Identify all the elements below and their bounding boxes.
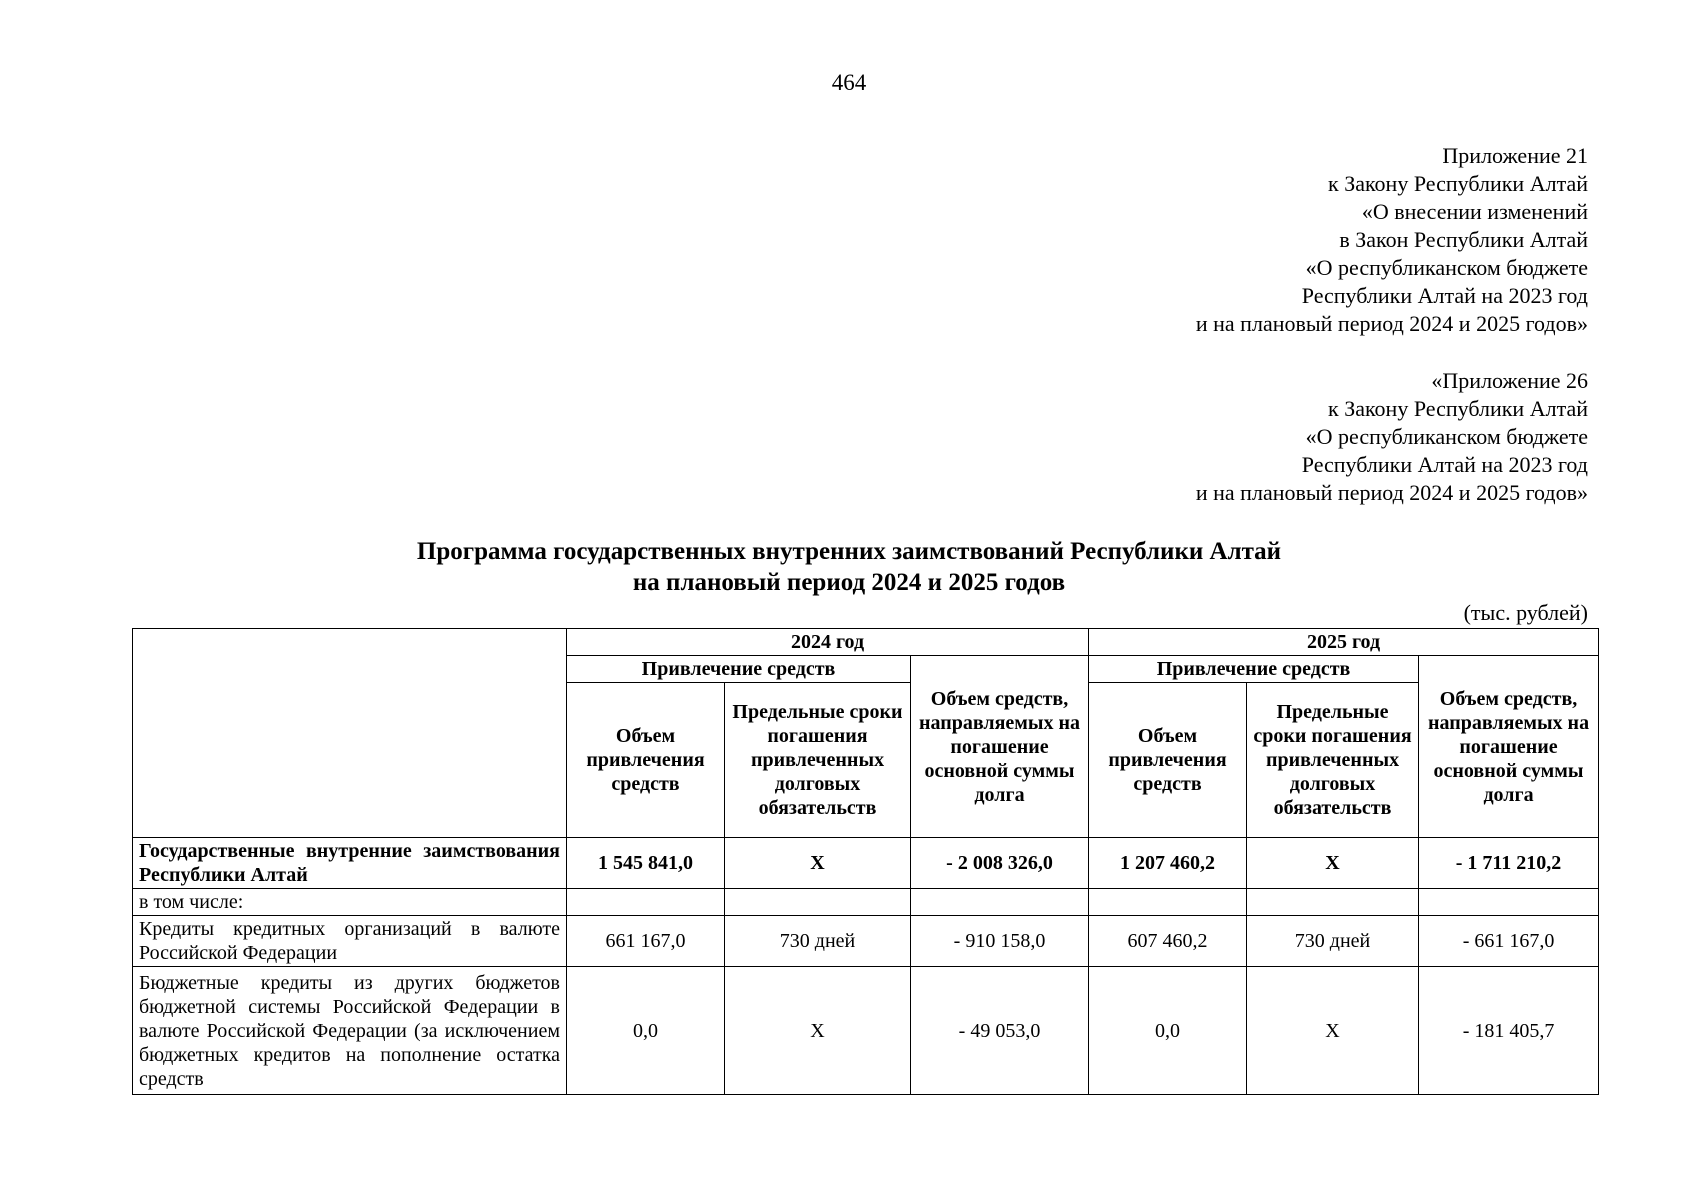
- cell-value: 0,0: [567, 967, 725, 1095]
- annex-line: Республики Алтай на 2023 год: [1301, 452, 1588, 477]
- header-attraction-2024: Привлечение средств: [567, 656, 911, 683]
- units-label: (тыс. рублей): [1463, 600, 1588, 625]
- annex-header-original: [1196, 367, 1588, 507]
- cell-value: 607 460,2: [1089, 916, 1247, 967]
- annex-header-current: [1196, 142, 1588, 338]
- annex-line: Республики Алтай на 2023 год: [1301, 283, 1588, 308]
- header-row-years: [133, 629, 1599, 656]
- cell-value: - 2 008 326,0: [911, 838, 1089, 889]
- table-row: [133, 838, 1599, 889]
- cell-value: - 1 711 210,2: [1419, 838, 1599, 889]
- cell-value: 1 545 841,0: [567, 838, 725, 889]
- cell-value: - 910 158,0: [911, 916, 1089, 967]
- header-attraction-2025: Привлечение средств: [1089, 656, 1419, 683]
- cell-value: X: [1247, 967, 1419, 1095]
- cell-value: [911, 889, 1089, 916]
- cell-value: [1419, 889, 1599, 916]
- header-year-2024: 2024 год: [567, 629, 1089, 656]
- header-repayment-2025: Объем средств, направляемых на погашение основной суммы долга: [1419, 656, 1599, 838]
- annex-line: и на плановый период 2024 и 2025 годов»: [1195, 480, 1588, 505]
- header-terms-2025: Предельные сроки погашения привлеченных долговых обязательств: [1247, 683, 1419, 838]
- borrowings-table: [132, 628, 1599, 1095]
- cell-value: - 661 167,0: [1419, 916, 1599, 967]
- page-number: 464: [831, 70, 867, 95]
- header-year-2025: 2025 год: [1089, 629, 1599, 656]
- title-line-2: на плановый период 2024 и 2025 годов: [632, 569, 1066, 596]
- annex-line: к Закону Республики Алтай: [1328, 171, 1588, 196]
- cell-value: X: [725, 838, 911, 889]
- annex-line: к Закону Республики Алтай: [1328, 396, 1588, 421]
- cell-value: - 49 053,0: [911, 967, 1089, 1095]
- annex-line: «О внесении изменений: [1361, 199, 1588, 224]
- header-terms-2024: Предельные сроки погашения привлеченных долговых обязательств: [725, 683, 911, 838]
- annex-line: и на плановый период 2024 и 2025 годов»: [1195, 311, 1588, 336]
- annex-line: в Закон Республики Алтай: [1339, 227, 1588, 252]
- cell-value: X: [1247, 838, 1419, 889]
- cell-value: 730 дней: [725, 916, 911, 967]
- table-row: [133, 967, 1599, 1095]
- row-label: в том числе:: [133, 889, 567, 916]
- cell-value: X: [725, 967, 911, 1095]
- cell-value: 1 207 460,2: [1089, 838, 1247, 889]
- header-repayment-2024: Объем средств, направляемых на погашение основной суммы долга: [911, 656, 1089, 838]
- header-volume-2024: Объем привлечения средств: [567, 683, 725, 838]
- table-row: [133, 916, 1599, 967]
- document-title: [0, 536, 1698, 598]
- cell-value: [1089, 889, 1247, 916]
- cell-value: [725, 889, 911, 916]
- row-label: Бюджетные кредиты из других бюджетов бюджетной системы Российской Федерации в валюте Российской Федерации (за исключением бюджетных кредитов на пополнение остатка средств: [133, 967, 567, 1095]
- annex-line: Приложение 21: [1442, 143, 1588, 168]
- table-row: [133, 889, 1599, 916]
- header-empty-cell: [133, 629, 567, 838]
- cell-value: [1247, 889, 1419, 916]
- header-volume-2025: Объем привлечения средств: [1089, 683, 1247, 838]
- annex-line: «Приложение 26: [1431, 368, 1588, 393]
- cell-value: 661 167,0: [567, 916, 725, 967]
- row-label: Кредиты кредитных организаций в валюте Российской Федерации: [133, 916, 567, 967]
- cell-value: - 181 405,7: [1419, 967, 1599, 1095]
- row-label: Государственные внутренние заимствования Республики Алтай: [133, 838, 567, 889]
- title-line-1: Программа государственных внутренних заимствований Республики Алтай: [416, 538, 1282, 565]
- annex-line: «О республиканском бюджете: [1305, 255, 1588, 280]
- cell-value: [567, 889, 725, 916]
- annex-line: «О республиканском бюджете: [1305, 424, 1588, 449]
- cell-value: 730 дней: [1247, 916, 1419, 967]
- cell-value: 0,0: [1089, 967, 1247, 1095]
